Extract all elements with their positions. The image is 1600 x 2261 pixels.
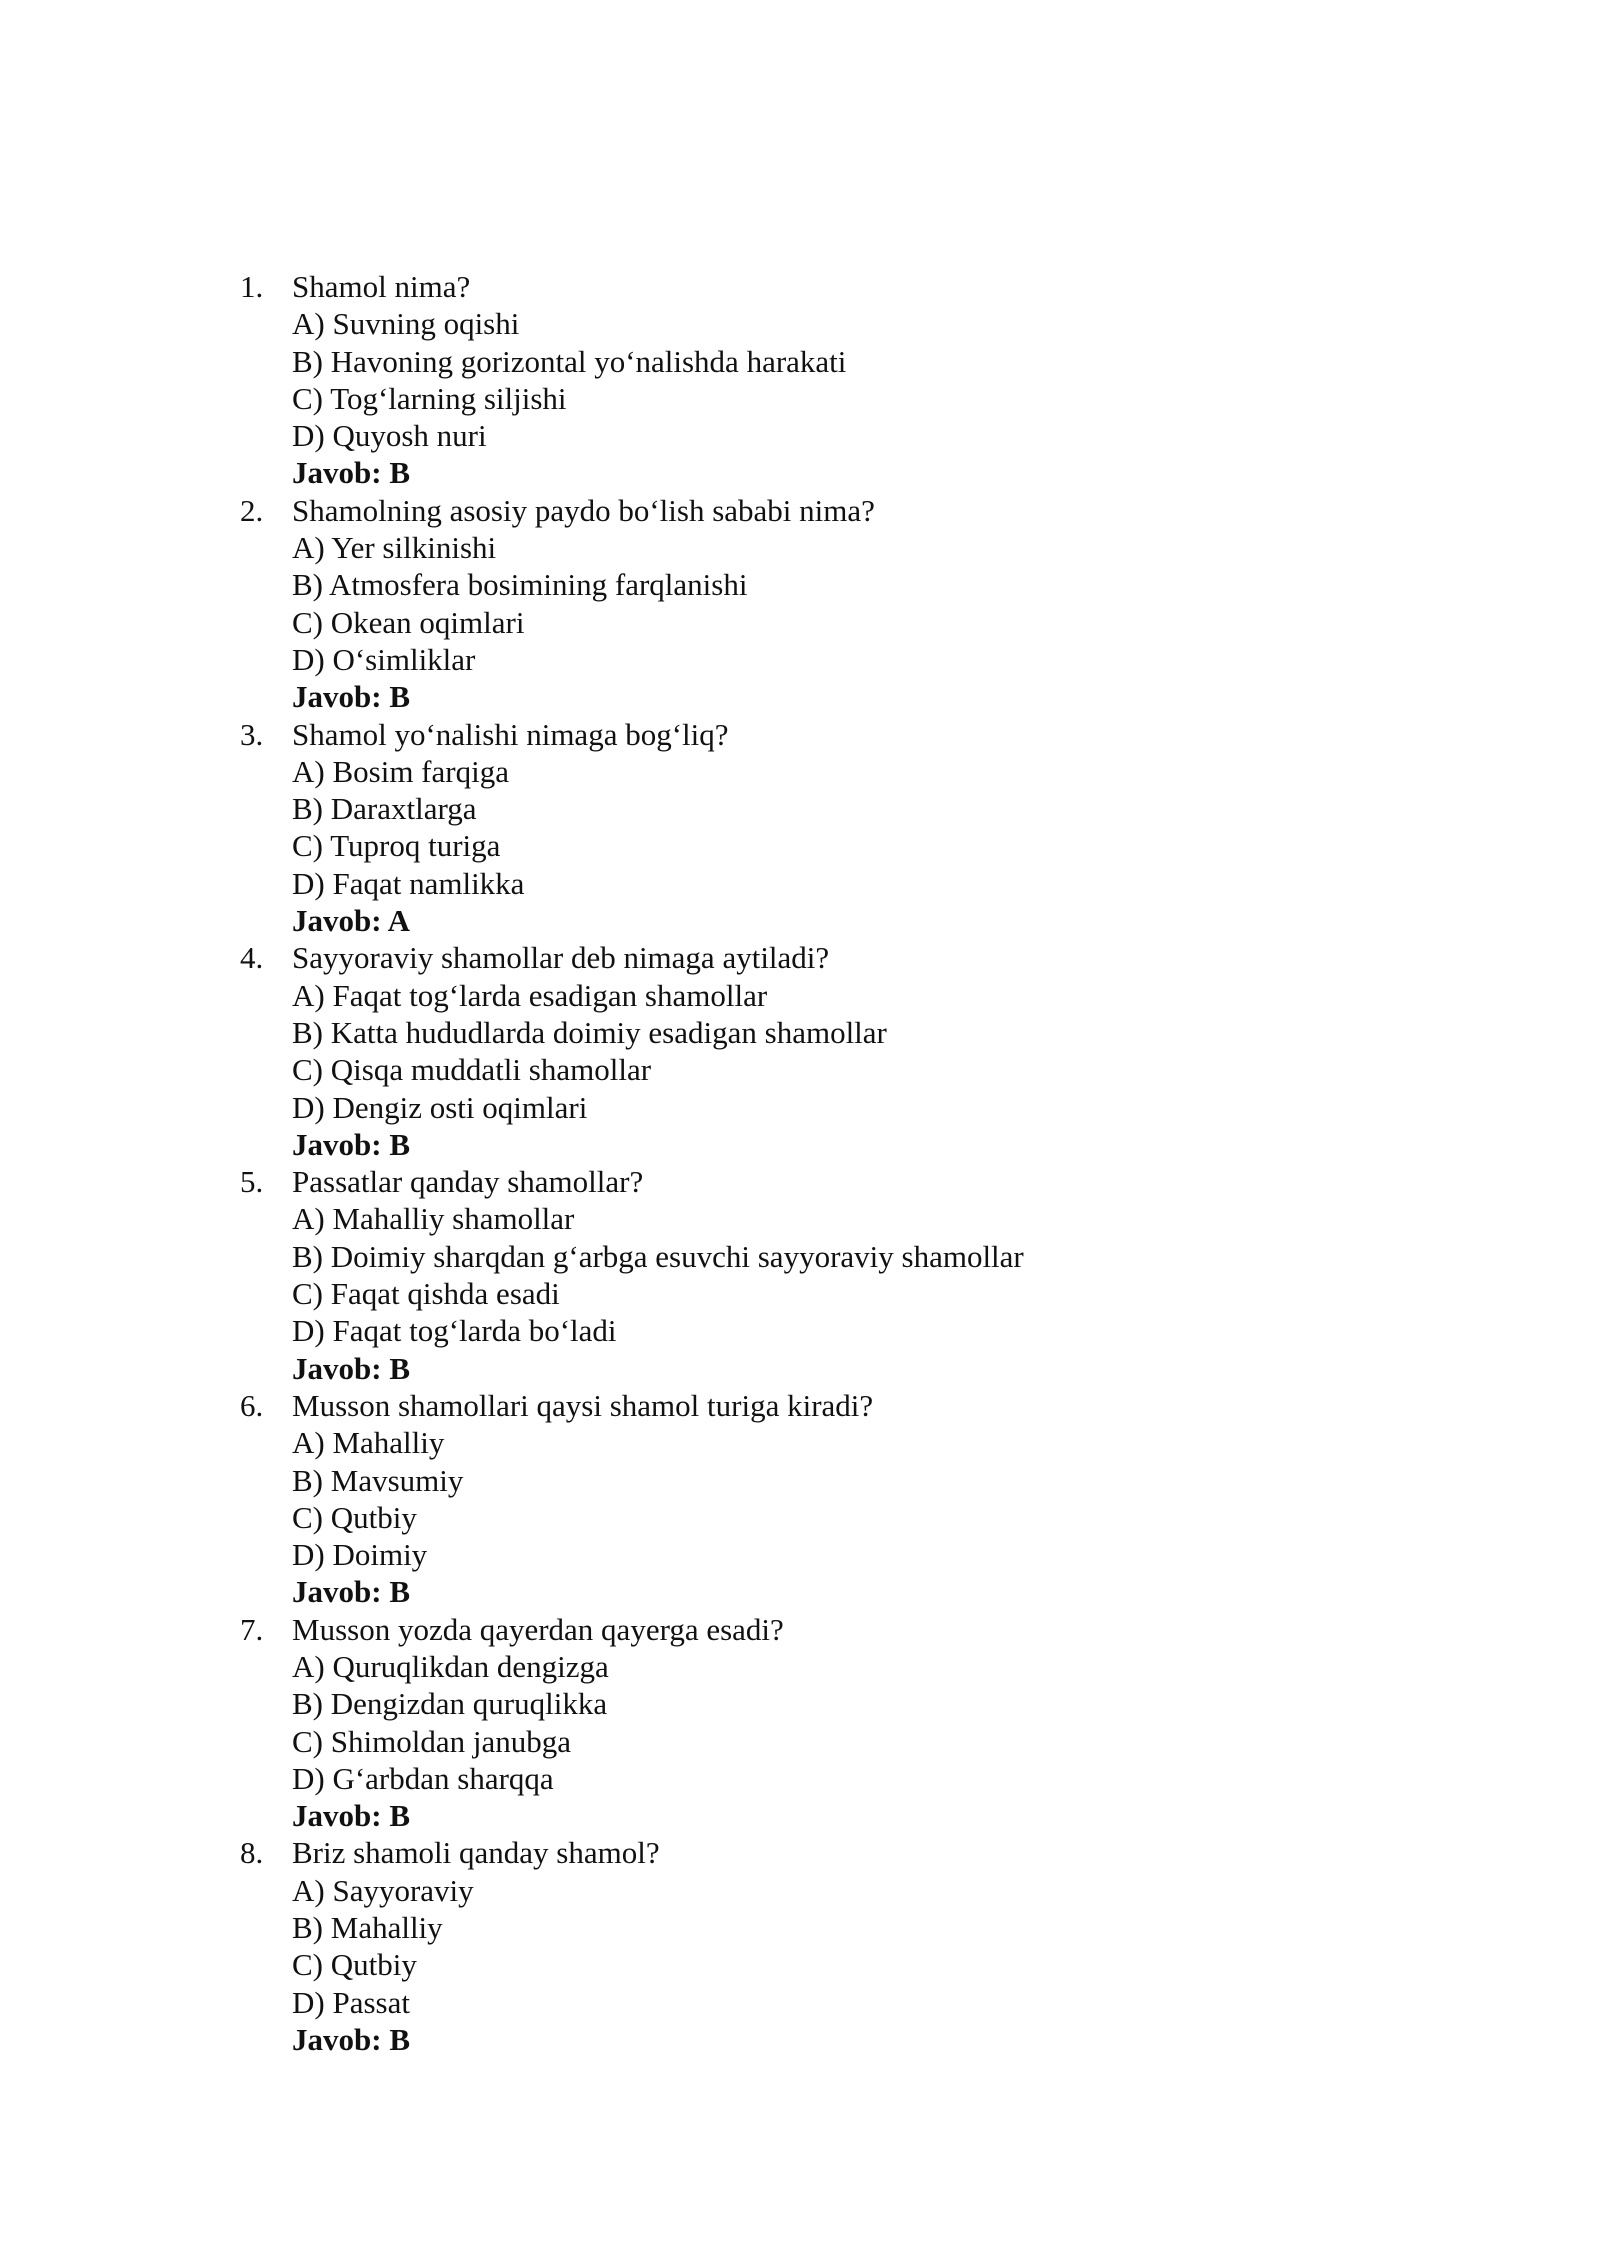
answer-label: Javob: — [292, 1350, 382, 1386]
answer-option-d: D) Faqat tog‘larda bo‘ladi — [292, 1313, 617, 1349]
question-number: 5. — [240, 1164, 264, 1200]
correct-answer — [292, 1126, 1024, 1163]
question-text: Shamol nima? — [292, 269, 471, 304]
answer-option-a: A) Yer silkinishi — [292, 530, 497, 566]
question-number: 3. — [240, 716, 264, 752]
correct-answer — [292, 1797, 1024, 1834]
answer-option-a: A) Suvning oqishi — [292, 306, 520, 342]
answer-label: Javob: — [292, 2021, 382, 2057]
question-text: Passatlar qanday shamollar? — [292, 1164, 644, 1200]
answer-option-c: C) Qutbiy — [292, 1947, 417, 1983]
question-item-5 — [240, 1163, 1024, 1387]
answer-option-d: D) Doimiy — [292, 1537, 428, 1573]
question-item-7 — [240, 1611, 1024, 1835]
answer-option-d: D) Passat — [292, 1984, 410, 2020]
answer-label: Javob: — [292, 455, 382, 491]
answer-option-a: A) Mahalliy — [292, 1425, 445, 1461]
answer-option-c: C) Tog‘larning siljishi — [292, 380, 567, 416]
correct-answer — [292, 1573, 1024, 1610]
answer-letter: B — [389, 2021, 411, 2057]
answer-option-a: A) Mahalliy shamollar — [292, 1201, 575, 1237]
question-item-1 — [240, 268, 1024, 492]
answer-option-a: A) Faqat tog‘larda esadigan shamollar — [292, 977, 768, 1013]
answer-option-c: C) Qisqa muddatli shamollar — [292, 1052, 652, 1088]
correct-answer — [292, 678, 1024, 715]
answer-letter: B — [389, 1350, 411, 1386]
answer-letter: B — [389, 679, 411, 715]
question-item-2 — [240, 492, 1024, 716]
answer-option-d: D) Quyosh nuri — [292, 418, 487, 454]
answer-option-c: C) Okean oqimlari — [292, 604, 525, 640]
answer-option-d: D) O‘simliklar — [292, 641, 476, 677]
question-number: 4. — [240, 940, 264, 976]
question-number: 1. — [240, 269, 264, 304]
answer-letter: B — [389, 1574, 411, 1610]
question-item-8 — [240, 1834, 1024, 2058]
answer-option-d: D) Faqat namlikka — [292, 865, 525, 901]
answer-option-b: B) Atmosfera bosimining farqlanishi — [292, 567, 748, 603]
question-number: 2. — [240, 492, 264, 528]
question-text: Sayyoraviy shamollar deb nimaga aytiladi? — [292, 940, 830, 976]
answer-option-c: C) Tuproq turiga — [292, 828, 501, 864]
question-text: Musson yozda qayerdan qayerga esadi? — [292, 1611, 784, 1647]
answer-label: Javob: — [292, 903, 382, 939]
answer-letter: B — [389, 455, 411, 491]
question-item-4 — [240, 939, 1024, 1163]
correct-answer — [292, 454, 1024, 491]
question-item-3 — [240, 716, 1024, 940]
answer-option-a: A) Bosim farqiga — [292, 753, 509, 789]
answer-option-c: C) Shimoldan janubga — [292, 1723, 571, 1759]
answer-option-b: B) Katta hududlarda doimiy esadigan shamollar — [292, 1014, 887, 1050]
question-text: Shamol yo‘nalishi nimaga bog‘liq? — [292, 716, 729, 752]
answer-option-b: B) Daraxtlarga — [292, 791, 477, 827]
answer-option-d: D) G‘arbdan sharqqa — [292, 1760, 554, 1796]
answer-option-a: A) Sayyoraviy — [292, 1872, 474, 1908]
answer-option-b: B) Mahalliy — [292, 1910, 443, 1946]
question-text: Musson shamollari qaysi shamol turiga kiradi? — [292, 1387, 874, 1423]
answer-option-b: B) Mavsumiy — [292, 1462, 464, 1498]
answer-option-d: D) Dengiz osti oqimlari — [292, 1089, 588, 1125]
answer-option-c: C) Faqat qishda esadi — [292, 1276, 560, 1312]
correct-answer — [292, 2021, 1024, 2058]
question-number: 8. — [240, 1835, 264, 1871]
question-text: Shamolning asosiy paydo bo‘lish sababi nima? — [292, 492, 875, 528]
answer-label: Javob: — [292, 1798, 382, 1834]
answer-option-b: B) Havoning gorizontal yo‘nalishda harakati — [292, 343, 847, 379]
question-number: 6. — [240, 1387, 264, 1423]
answer-label: Javob: — [292, 1574, 382, 1610]
question-number: 7. — [240, 1611, 264, 1647]
answer-option-b: B) Doimiy sharqdan g‘arbga esuvchi sayyoraviy shamollar — [292, 1238, 1024, 1274]
answer-option-b: B) Dengizdan quruqlikka — [292, 1686, 608, 1722]
answer-letter: B — [389, 1126, 411, 1162]
answer-label: Javob: — [292, 1126, 382, 1162]
question-item-6 — [240, 1387, 1024, 1611]
correct-answer — [292, 902, 1024, 939]
question-text: Briz shamoli qanday shamol? — [292, 1835, 660, 1871]
correct-answer — [292, 1350, 1024, 1387]
quiz-question-list — [240, 268, 1024, 2058]
answer-option-c: C) Qutbiy — [292, 1499, 417, 1535]
answer-label: Javob: — [292, 679, 382, 715]
answer-letter: B — [389, 1798, 411, 1834]
answer-option-a: A) Quruqlikdan dengizga — [292, 1648, 609, 1684]
answer-letter: A — [387, 903, 411, 939]
